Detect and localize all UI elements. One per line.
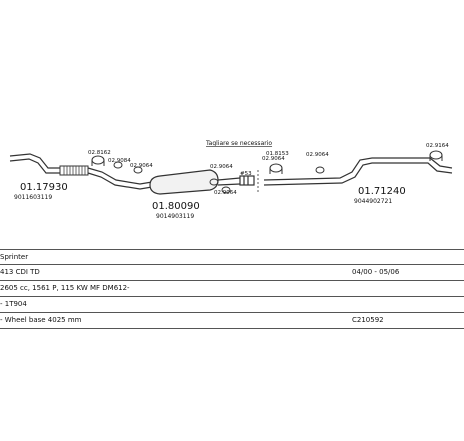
small-label-3: 02.9064 [130, 163, 153, 169]
info-row [0, 297, 464, 313]
part-ref-1: 9011603119 [14, 194, 53, 201]
part-code-1: 01.17930 [20, 182, 68, 193]
info-cell-right: 04/00 - 05/06 [352, 268, 400, 276]
info-cell-left: - Wheel base 4025 mm [0, 316, 82, 324]
small-label-9: 02.9164 [426, 143, 449, 149]
flex-coupling [64, 166, 85, 175]
info-cell-left: 413 CDI TD [0, 268, 40, 276]
cut-note: Tagliare se necessario [206, 140, 273, 147]
small-label-2: 02.9084 [108, 158, 131, 164]
part-ref-2: 9014903119 [156, 213, 195, 220]
small-label-1: 02.8162 [88, 150, 111, 156]
clamp-right [316, 151, 442, 173]
info-row [0, 313, 464, 329]
info-row [0, 249, 464, 265]
vehicle-info-table [0, 249, 464, 329]
rear-pipe [264, 158, 452, 185]
info-cell-left: Sprinter [0, 253, 29, 261]
part-code-2: 01.80090 [152, 201, 200, 212]
info-cell-left: - 1T904 [0, 300, 27, 308]
small-label-4: 02.9064 [210, 164, 233, 170]
small-label-7: 01.8153 [266, 151, 289, 157]
info-cell-right: C210592 [352, 316, 384, 324]
info-row [0, 281, 464, 297]
part-ref-3: 9044902721 [354, 198, 393, 205]
info-row [0, 265, 464, 281]
small-label-6: 02.9064 [262, 156, 285, 162]
info-cell-left: 2605 cc, 1561 P, 115 KW MF DM612- [0, 284, 130, 292]
small-label-5: 02.9064 [214, 190, 237, 196]
middle-silencer [150, 170, 254, 194]
part-code-3: 01.71240 [358, 186, 406, 197]
mark-label: #53 [240, 171, 252, 177]
small-label-8: 02.9064 [306, 152, 329, 158]
